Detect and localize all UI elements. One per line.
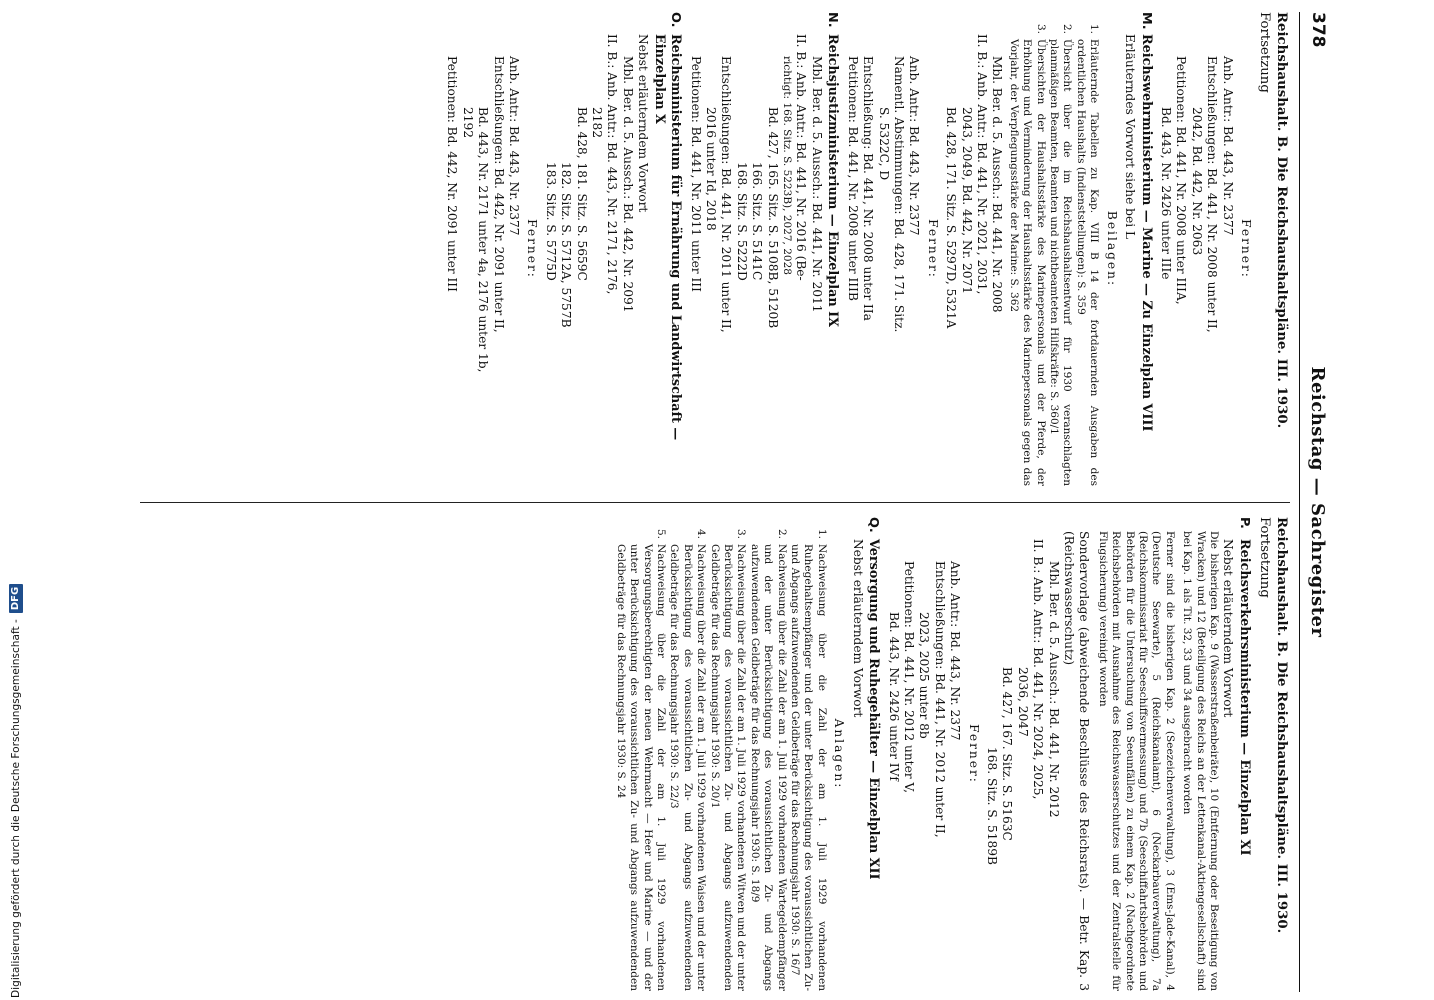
continuation-sub: Fortsetzung (1257, 12, 1272, 93)
entry-line: Entschließungen: Bd. 442, Nr. 2091 unter II, (491, 56, 506, 333)
entry-line: Mbl. Ber. d. 5. Aussch.: Bd. 441, Nr. 2008 (990, 56, 1005, 313)
entry-line: Petitionen: Bd. 441, Nr. 2008 unter IIIB (845, 56, 860, 301)
list-item: 2. Übersicht über die im Reichshaushaltsentwurf für 1930 veranschlagten planmäßigen Beamten, Beamten und nichtbeamteten Hilfskräfte: S. 360/1 (1048, 23, 1074, 486)
continuation-sub: Fortsetzung (1257, 517, 1272, 598)
section-subtitle: Erläuterndes Vorwort siehe bei L (1123, 34, 1138, 240)
paragraph: Die bisherigen Kap. 9 (Wasserstraßenbeiräte), 10 (Entfernung oder Beseitigung von Wracken) und 12 (Beteiligung des Reichs an der Lettenkanal-Aktiengesellschaft) sind bei Kap. 1 als Tit. 32, 33 und 34 ausgebracht worden (1181, 531, 1221, 991)
entry-line: Bd. 427, 167. Sitz. S. 5163C (1000, 667, 1015, 841)
continuation-heading: Reichshaushalt. B. Die Reichshaushaltspläne. III. 1930. (1274, 517, 1289, 934)
entry-line: Anb. Antr.: Bd. 443, Nr. 2377 (907, 56, 922, 236)
entry-line: S. 5322C, D (876, 107, 891, 181)
ferner-label: Ferner: (525, 219, 540, 279)
entry-line: II. B.: Anb. Antr.: Bd. 443, Nr. 2171, 2176, (605, 34, 620, 295)
ferner-label: Ferner: (966, 724, 981, 784)
section-subtitle: Nebst erläuterndem Vorwort (850, 539, 865, 718)
entry-line: Anb. Antr.: Bd. 443, Nr. 2377 (506, 56, 521, 236)
entry-line: Petitionen: Bd. 441, Nr. 2012 unter V, (901, 561, 916, 794)
left-column (444, 12, 1290, 486)
section-q (865, 517, 882, 991)
entry-line: 2016 unter Id, 2018 (704, 107, 718, 231)
section-key: O. (668, 12, 684, 28)
entry-line: 2192 (460, 107, 475, 139)
anlagen-label: Anlagen: (832, 718, 847, 790)
section-title: Versorgung und Ruhegehälter — Einzelplan XII (866, 539, 882, 880)
anlagen-list (613, 517, 828, 991)
entry-line: Bd. 443, Nr. 2426 unter IIIe (1158, 107, 1173, 280)
section-title: Reichsministerium für Ernährung und Landwirtschaft — Einzelplan X (651, 34, 684, 441)
list-item: 3. Nachweisung über die Zahl der am 1. Juli 1929 vorhandenen Witwen und der unter Berücksichtigung des voraussichtlichen Zu- und Abgangs aufzuwendenden Geldbeträge für das Rechnungsjahr 1930: S. 20/1 (708, 528, 748, 991)
section-key: N. (825, 12, 841, 28)
entry-line: Entschließung: Bd. 441, Nr. 2008 unter IIa (861, 56, 876, 321)
entry-line: Entschließungen: Bd. 441, Nr. 2011 unter II, (719, 56, 734, 333)
entry-line: Mbl. Ber. d. 5. Aussch.: Bd. 441, Nr. 2011 (809, 56, 824, 313)
entry-line: Anb. Antr.: Bd. 443, Nr. 2377 (948, 561, 963, 741)
ferner-label: Ferner: (1239, 219, 1253, 279)
entry-line: Petitionen: Bd. 442, Nr. 2091 unter III (445, 56, 460, 292)
entry-line: 2036, 2047 (1015, 667, 1030, 737)
sondervorlage: Sondervorlage (abweichende Beschlüsse des Reichsrats). — Betr. Kap. 3 (Reichswasserschutz) (1062, 531, 1092, 991)
list-item: 2. Nachweisung über die Zahl der am 1. Juli 1929 vorhandenen Wartegeldempfänger und der unter Berücksichtigung des voraussichtlichen Zu- und Abgangs aufzuwendenden Geldbeträge für das Rechnungsjahr 1930: S. 18/9 (748, 528, 788, 991)
rotated-page-content (110, 12, 1330, 992)
paragraph: Ferner sind die bisherigen Kap. 2 (Seezeichenverwaltung), 3 (Ems-Jade-Kanal), 4 (Deutsche Seewarte), 5 (Reichskanalamt), 6 (Neckarbauverwaltung), 7a (Reichskommissariat für Seeschiffsvermessung) und 7b (Seeschiffahrtsbehörden und Behörden für die Untersuchung von Seeunfällen) zu einem Kap. 2 (Nachgeordnete Reichsbehörden mit Ausnahme des Reichswasserschutzes und der Zentralstelle für Flugsicherung) vereinigt worden (1096, 531, 1176, 991)
list-item: 4. Nachweisung über die Zahl der am 1. Juli 1929 vorhandenen Waisen und der unter Berücksichtigung des voraussichtlichen Zu- und Abgangs aufzuwendenden Geldbeträge für das Rechnungsjahr 1930: S. 22/3 (668, 528, 708, 991)
entry-line: II. B.: Anb. Antr.: Bd. 441, Nr. 2024, 2025, (1031, 539, 1046, 800)
footer-text: Digitalisierung gefördert durch die Deutsche Forschungsgemeinschaft - (10, 619, 22, 998)
section-title: Reichswehrministerium — Marine — Zu Einzelplan VIII (1138, 34, 1154, 432)
section-n (824, 12, 841, 486)
entry-line: II. B.: Anb. Antr.: Bd. 441, Nr. 2021, 2031, (975, 34, 989, 295)
section-title: Reichsjustizministerium — Einzelplan IX (825, 34, 841, 328)
list-item: 5. Nachweisung über die Zahl der am 1. Juli 1929 vorhandenen Versorgungsberechtigten der neuen Wehrmacht — Heer und Marine — und der unter Berücksichtigung des voraussichtlichen Zu- und Abgangs aufzuwendenden Geldbeträge für das Rechnungsjahr 1930: S. 24 (614, 528, 667, 991)
beilagen-label: Beilagen: (1104, 210, 1119, 288)
entry-line: 166. Sitz. S. 5141C (750, 162, 765, 281)
section-key: Q. (866, 517, 882, 533)
column-divider (140, 502, 1290, 503)
continuation-heading: Reichshaushalt. B. Die Reichshaushaltspläne. III. 1930. (1274, 12, 1289, 429)
section-title: Reichsverkehrsministerium — Einzelplan XI (1237, 539, 1252, 856)
entry-line: Bd. 428, 181. Sitz. S. 5659C (574, 107, 589, 281)
entry-line: Entschließungen: Bd. 441, Nr. 2012 unter II, (932, 561, 947, 838)
entry-line: Bd. 427, 165. Sitz. S. 5108B, 5120B (765, 107, 780, 329)
entry-line: 2042, Bd. 442, Nr. 2063 (1189, 107, 1204, 256)
entry-line: 168. Sitz. S. 5222D (734, 162, 749, 281)
entry-line: Entschließungen: Bd. 441, Nr. 2008 unter II, (1205, 56, 1220, 333)
entry-line: Petitionen: Bd. 441, Nr. 2011 unter III (688, 56, 703, 292)
entry-line: Bd. 443, Nr. 2171 unter 4a, 2176 unter 1b, (476, 107, 491, 373)
page-number: 378 (1308, 12, 1328, 48)
entry-line: 183. Sitz. S. 5775D (543, 162, 558, 281)
section-key: P. (1237, 517, 1252, 529)
entry-line: Mbl. Ber. d. 5. Aussch.: Bd. 442, Nr. 2091 (620, 56, 635, 313)
entry-line: Petitionen: Bd. 441, Nr. 2008 unter IIIA, (1174, 56, 1189, 305)
entry-line: Mbl. Ber. d. 5. Aussch.: Bd. 441, Nr. 2012 (1046, 561, 1061, 818)
entry-line: II. B.: Anb. Antr.: Bd. 441, Nr. 2016 (Be- (794, 34, 809, 281)
entry-line: Anb. Antr.: Bd. 443, Nr. 2377 (1220, 56, 1235, 236)
section-subtitle: Nebst erläuterndem Vorwort (1221, 539, 1236, 718)
section-p (1236, 517, 1253, 991)
entry-line: richtigt: 168. Sitz. S. 5223B), 2027, 2028 (781, 56, 794, 275)
running-head: Reichstag — Sachregister (1307, 366, 1328, 638)
entry-line: 2043, 2049, Bd. 442, Nr. 2071 (959, 107, 974, 294)
entry-line: Namentl. Abstimmungen: Bd. 428, 171. Sitz. (891, 56, 906, 333)
beilagen-list (1006, 12, 1100, 486)
list-item: 1. Erläuternde Tabellen zu Kap. VIII B 14 der fortdauernden Ausgaben des ordentlichen Haushalts (Indienststellungen): S. 359 (1074, 23, 1101, 486)
section-subtitle: Nebst erläuterndem Vorwort (636, 34, 651, 213)
entry-line: Bd. 428, 171. Sitz. S. 5297D, 5321A (944, 107, 959, 329)
entry-line: Bd. 443, Nr. 2426 unter IVf (886, 612, 901, 781)
right-column (611, 517, 1290, 991)
digitization-footer (6, 0, 26, 998)
entry-line: 2023, 2025 unter 8b (917, 612, 932, 739)
dfg-logo: DFG (9, 584, 23, 613)
list-item: 3. Übersichten der Haushaltsstärke des Marinepersonals und der Pferde, der Erhöhung und Verminderung der Haushaltsstärke des Marinepersonals gegen das Vorjahr, der Verpflegungsstärke der Marine: S. 362 (1007, 23, 1047, 486)
list-item: 1. Nachweisung über die Zahl der am 1. Juli 1929 vorhandenen Ruhegehaltsempfänger und der unter Berücksichtigung des voraussichtlichen Zu- und Abgangs aufzuwendenden Geldbeträge für das Rechnungsjahr 1930: S. 16/7 (789, 528, 828, 991)
section-o (650, 12, 683, 486)
page-header (1299, 12, 1330, 992)
ferner-label: Ferner: (925, 219, 940, 279)
entry-line: 2182 (589, 107, 604, 139)
entry-line: 168. Sitz. S. 5189B (985, 747, 999, 865)
entry-line: 182. Sitz. S. 5712A, 5757B (559, 162, 574, 328)
section-m (1137, 12, 1154, 486)
section-key: M. (1138, 12, 1154, 30)
